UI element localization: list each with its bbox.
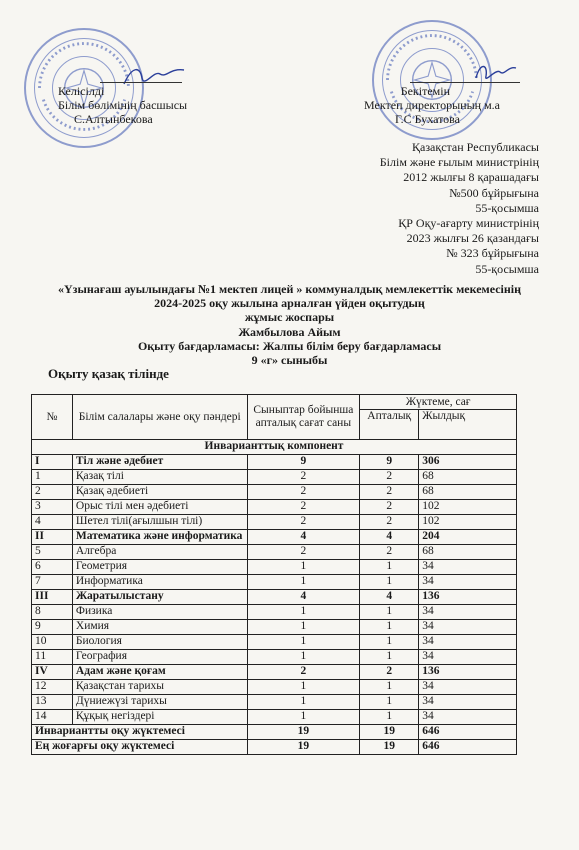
left-approval-person: С.Алтынбекова [74, 112, 153, 126]
row-weekly-hours: 1 [247, 620, 360, 635]
row-load-week: 2 [360, 500, 419, 515]
document-title [20, 282, 559, 367]
row-number: 8 [32, 605, 73, 620]
right-approval-position: Мектеп директорының м.а [364, 98, 501, 112]
row-load-year: 34 [419, 680, 517, 695]
total-load-year: 646 [419, 740, 517, 755]
table-row [32, 605, 517, 620]
language-of-instruction: Оқыту қазақ тілінде [48, 366, 169, 381]
row-subject: Физика [72, 605, 247, 620]
total-load-year: 646 [419, 725, 517, 740]
row-load-year: 34 [419, 635, 517, 650]
row-load-week: 2 [360, 545, 419, 560]
total-weekly-hours: 19 [247, 740, 360, 755]
left-approval-block [58, 84, 187, 126]
table-row [32, 710, 517, 725]
table-row [32, 470, 517, 485]
total-row [32, 740, 517, 755]
decree-line: 55-қосымша [475, 261, 539, 276]
total-label: Инвариантты оқу жүктемесі [32, 725, 248, 740]
table-row [32, 530, 517, 545]
row-weekly-hours: 9 [247, 455, 360, 470]
row-number: 2 [32, 485, 73, 500]
row-weekly-hours: 1 [247, 710, 360, 725]
row-weekly-hours: 2 [247, 545, 360, 560]
table-row [32, 485, 517, 500]
row-subject: Геометрия [72, 560, 247, 575]
table-row [32, 650, 517, 665]
table-row [32, 695, 517, 710]
row-subject: Информатика [72, 575, 247, 590]
table-row [32, 515, 517, 530]
title-line: «Үзынағаш ауылындағы №1 мектеп лицей » коммуналдық мемлекеттік мекемесінің [57, 282, 522, 296]
left-signature-line [100, 82, 182, 83]
row-number: 12 [32, 680, 73, 695]
row-number: IV [32, 665, 73, 680]
section-title: Инварианттық компонент [32, 440, 517, 455]
header-load-week: Апталық [360, 410, 419, 440]
decree-line: Қазақстан Республикасы [411, 140, 539, 154]
row-load-week: 4 [360, 530, 419, 545]
row-load-year: 102 [419, 515, 517, 530]
row-load-year: 136 [419, 590, 517, 605]
title-line: жұмыс жоспары [244, 310, 335, 325]
row-load-year: 306 [419, 455, 517, 470]
row-weekly-hours: 1 [247, 680, 360, 695]
row-number: 4 [32, 515, 73, 530]
row-load-week: 1 [360, 575, 419, 590]
table-row [32, 590, 517, 605]
table-row [32, 680, 517, 695]
row-number: 11 [32, 650, 73, 665]
title-line: Жамбылова Айым [238, 324, 341, 339]
row-load-year: 34 [419, 650, 517, 665]
row-load-year: 34 [419, 560, 517, 575]
row-number: 1 [32, 470, 73, 485]
row-load-week: 1 [360, 605, 419, 620]
table-row [32, 560, 517, 575]
row-weekly-hours: 2 [247, 515, 360, 530]
left-approval-position: Білім бөлімінің басшысы [58, 98, 188, 112]
row-weekly-hours: 1 [247, 650, 360, 665]
title-line: Оқыту бағдарламасы: Жалпы білім беру бағдарламасы [137, 338, 442, 353]
row-weekly-hours: 1 [247, 695, 360, 710]
table-row [32, 665, 517, 680]
header-load: Жүктеме, сағ [360, 395, 517, 410]
decree-line: №500 бұйрығына [449, 185, 539, 200]
table-row [32, 455, 517, 470]
row-subject: Дүниежүзі тарихы [72, 695, 247, 710]
row-number: 13 [32, 695, 73, 710]
row-load-week: 1 [360, 710, 419, 725]
row-subject: Шетел тілі(ағылшын тілі) [72, 515, 247, 530]
right-approval-person: Г.С Бухатова [395, 112, 461, 126]
row-weekly-hours: 1 [247, 575, 360, 590]
total-load-week: 19 [360, 725, 419, 740]
row-load-week: 1 [360, 680, 419, 695]
curriculum-table [31, 394, 517, 755]
title-line: 9 «г» сыныбы [251, 353, 328, 368]
row-subject: Қазақ әдебиеті [72, 485, 247, 500]
row-load-year: 34 [419, 710, 517, 725]
decree-line: № 323 бұйрығына [446, 246, 539, 261]
total-row [32, 725, 517, 740]
row-number: 9 [32, 620, 73, 635]
row-number: 14 [32, 710, 73, 725]
header-number: № [32, 395, 73, 440]
row-subject: Орыс тілі мен әдебиеті [72, 500, 247, 515]
row-load-week: 1 [360, 695, 419, 710]
row-load-week: 9 [360, 455, 419, 470]
header-subject: Білім салалары және оқу пәндері [72, 395, 247, 440]
right-approval-heading: Бекітемін [400, 84, 451, 98]
table-row [32, 500, 517, 515]
row-load-year: 34 [419, 605, 517, 620]
right-approval-block [364, 84, 500, 126]
row-number: 10 [32, 635, 73, 650]
row-weekly-hours: 1 [247, 605, 360, 620]
row-weekly-hours: 2 [247, 470, 360, 485]
row-load-year: 68 [419, 545, 517, 560]
table-row [32, 635, 517, 650]
row-number: 5 [32, 545, 73, 560]
left-approval-heading: Келісілді [58, 84, 105, 98]
row-load-week: 2 [360, 470, 419, 485]
total-weekly-hours: 19 [247, 725, 360, 740]
row-subject: Құқық негіздері [72, 710, 247, 725]
row-load-year: 68 [419, 470, 517, 485]
title-line: 2024-2025 оқу жылына арналған үйден оқытудың [154, 296, 425, 311]
row-load-week: 1 [360, 635, 419, 650]
row-load-year: 34 [419, 695, 517, 710]
decree-reference [380, 140, 539, 277]
row-load-year: 136 [419, 665, 517, 680]
row-load-year: 204 [419, 530, 517, 545]
row-weekly-hours: 2 [247, 665, 360, 680]
decree-line: 2012 жылғы 8 қарашадағы [403, 170, 539, 185]
row-subject: Математика және информатика [72, 530, 247, 545]
row-load-year: 68 [419, 485, 517, 500]
row-weekly-hours: 4 [247, 530, 360, 545]
row-load-week: 2 [360, 485, 419, 500]
row-load-week: 1 [360, 620, 419, 635]
table-row [32, 620, 517, 635]
decree-line: 2023 жылғы 26 қазандағы [406, 231, 539, 246]
row-load-week: 1 [360, 560, 419, 575]
row-number: I [32, 455, 73, 470]
row-load-week: 2 [360, 665, 419, 680]
table-row [32, 545, 517, 560]
right-signature-line [410, 82, 520, 83]
header-load-year: Жылдық [419, 410, 517, 440]
total-label: Ең жоғарғы оқу жүктемесі [32, 740, 248, 755]
decree-line: ҚР Оқу-ағарту министрінің [398, 216, 539, 231]
row-subject: Жаратылыстану [72, 590, 247, 605]
row-number: 6 [32, 560, 73, 575]
row-number: 3 [32, 500, 73, 515]
row-load-year: 34 [419, 620, 517, 635]
row-weekly-hours: 1 [247, 635, 360, 650]
row-weekly-hours: 2 [247, 485, 360, 500]
decree-line: 55-қосымша [475, 200, 539, 215]
table-row [32, 575, 517, 590]
row-subject: Биология [72, 635, 247, 650]
row-number: III [32, 590, 73, 605]
row-subject: Алгебра [72, 545, 247, 560]
row-subject: Қазақ тілі [72, 470, 247, 485]
row-load-week: 4 [360, 590, 419, 605]
row-weekly-hours: 1 [247, 560, 360, 575]
header-weekly-hours: Сыныптар бойынша апталық сағат саны [247, 395, 360, 440]
row-weekly-hours: 4 [247, 590, 360, 605]
row-load-year: 102 [419, 500, 517, 515]
row-weekly-hours: 2 [247, 500, 360, 515]
row-subject: Адам және қоғам [72, 665, 247, 680]
row-subject: Химия [72, 620, 247, 635]
row-subject: География [72, 650, 247, 665]
row-load-week: 1 [360, 650, 419, 665]
decree-line: Білім және ғылым министрінің [379, 155, 539, 170]
row-subject: Тіл және әдебиет [72, 455, 247, 470]
row-load-week: 2 [360, 515, 419, 530]
row-number: 7 [32, 575, 73, 590]
row-load-year: 34 [419, 575, 517, 590]
total-load-week: 19 [360, 740, 419, 755]
row-subject: Қазақстан тарихы [72, 680, 247, 695]
row-number: II [32, 530, 73, 545]
